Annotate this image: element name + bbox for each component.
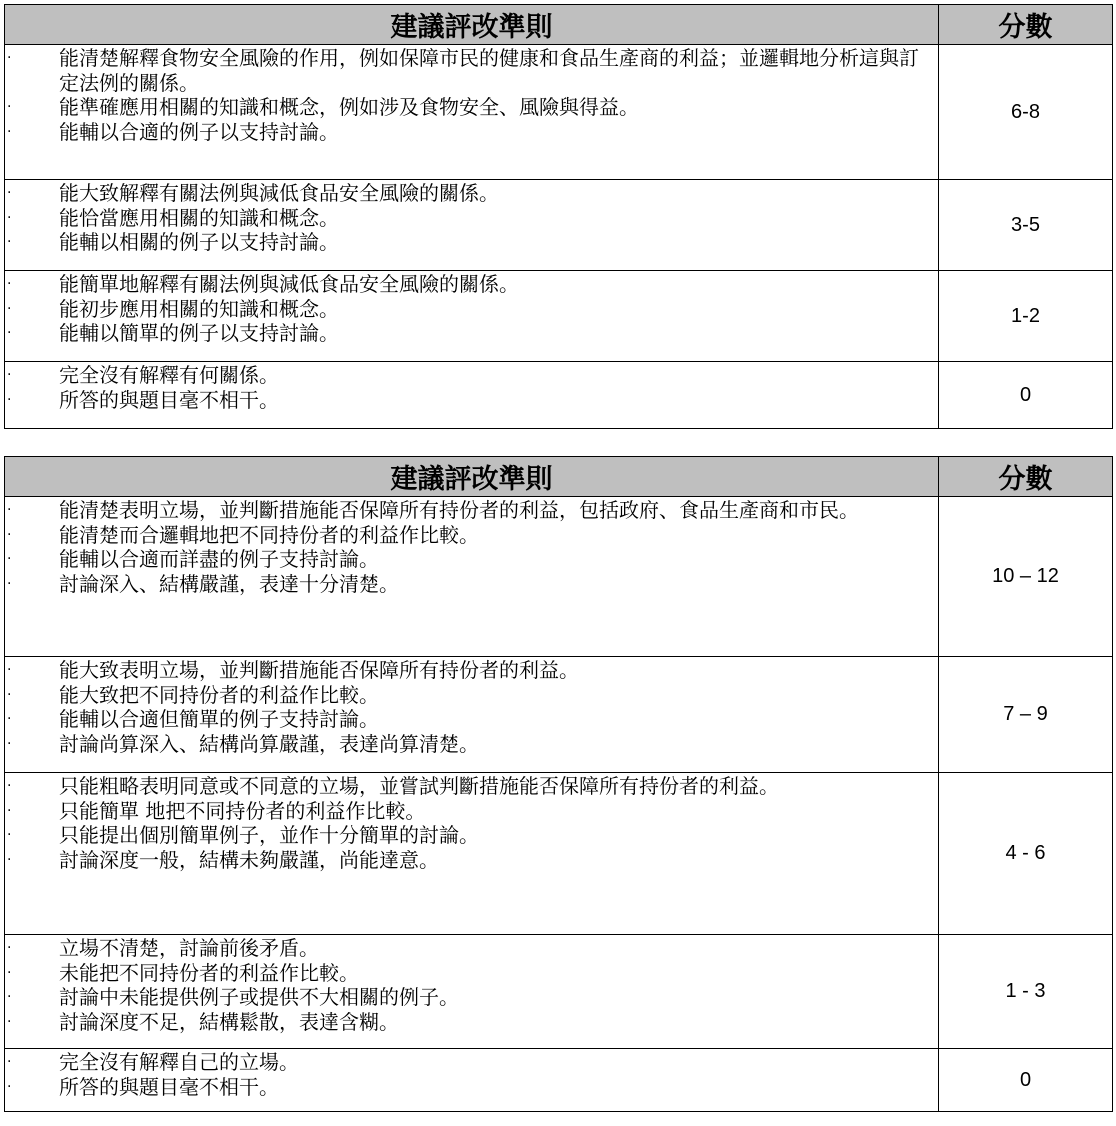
criteria-text: 能輔以相關的例子以支持討論。	[59, 230, 339, 255]
criteria-cell	[5, 180, 939, 271]
bullet-icon: ·	[7, 778, 12, 794]
criteria-text: 能恰當應用相關的知識和概念。	[59, 205, 339, 230]
bullet-icon: ·	[7, 300, 12, 317]
criteria-item	[5, 961, 938, 986]
table-row	[5, 45, 1113, 180]
table-header-row	[5, 457, 1113, 497]
criteria-item	[5, 658, 938, 683]
criteria-text: 討論中未能提供例子或提供不大相關的例子。	[59, 985, 459, 1010]
criteria-text: 完全沒有解釋有何關係。	[59, 363, 279, 387]
bullet-icon: ·	[7, 50, 12, 66]
criteria-item	[5, 272, 938, 297]
criteria-item	[5, 1010, 938, 1035]
bullet-icon: ·	[7, 367, 12, 383]
criteria-cell	[5, 1049, 939, 1112]
criteria-item	[5, 707, 938, 732]
table-row	[5, 935, 1113, 1049]
criteria-cell	[5, 497, 939, 657]
criteria-item	[5, 799, 938, 824]
bullet-icon: ·	[7, 575, 12, 592]
criteria-text: 討論尚算深入、結構尚算嚴謹，表達尚算清楚。	[59, 731, 479, 756]
criteria-item	[5, 206, 938, 231]
criteria-text: 能輔以簡單的例子以支持討論。	[59, 321, 339, 346]
criteria-cell	[5, 657, 939, 773]
bullet-icon: ·	[7, 1078, 12, 1095]
criteria-cell	[5, 45, 939, 180]
criteria-text: 能大致解釋有關法例與減低食品安全風險的關係。	[59, 181, 499, 205]
score-cell: 0	[939, 362, 1113, 429]
bullet-icon: ·	[7, 735, 12, 752]
score-header: 分數	[939, 457, 1113, 497]
score-cell: 1-2	[939, 271, 1113, 362]
criteria-item	[5, 498, 938, 523]
criteria-text: 能輔以合適而詳盡的例子支持討論。	[59, 547, 379, 572]
criteria-text: 能清楚而合邏輯地把不同持份者的利益作比較。	[59, 522, 479, 547]
criteria-item	[5, 936, 938, 961]
score-cell: 7 – 9	[939, 657, 1113, 773]
criteria-item	[5, 46, 938, 95]
criteria-item	[5, 321, 938, 346]
criteria-item	[5, 823, 938, 848]
criteria-text: 只能提出個別簡單例子，並作十分簡單的討論。	[59, 823, 479, 848]
criteria-item	[5, 774, 938, 799]
table-row	[5, 180, 1113, 271]
bullet-icon: ·	[7, 940, 12, 956]
criteria-text: 立場不清楚，討論前後矛盾。	[59, 936, 319, 960]
bullet-icon: ·	[7, 185, 12, 201]
criteria-item	[5, 230, 938, 255]
score-cell: 3-5	[939, 180, 1113, 271]
bullet-icon: ·	[7, 802, 12, 819]
criteria-item	[5, 523, 938, 548]
score-cell: 4 - 6	[939, 773, 1113, 935]
criteria-item	[5, 732, 938, 757]
criteria-item	[5, 1075, 938, 1100]
criteria-item	[5, 985, 938, 1010]
criteria-cell	[5, 935, 939, 1049]
table-header-row	[5, 5, 1113, 45]
table-row	[5, 362, 1113, 429]
score-header: 分數	[939, 5, 1113, 45]
criteria-item	[5, 388, 938, 413]
bullet-icon: ·	[7, 662, 12, 678]
criteria-item	[5, 572, 938, 597]
score-cell: 0	[939, 1049, 1113, 1112]
bullet-icon: ·	[7, 391, 12, 408]
criteria-cell	[5, 271, 939, 362]
table-row	[5, 1049, 1113, 1112]
bullet-icon: ·	[7, 551, 12, 568]
bullet-icon: ·	[7, 964, 12, 981]
rubric-table-1	[4, 4, 1113, 429]
bullet-icon: ·	[7, 827, 12, 844]
bullet-icon: ·	[7, 234, 12, 251]
criteria-text: 只能簡單 地把不同持份者的利益作比較。	[59, 798, 426, 823]
bullet-icon: ·	[7, 711, 12, 728]
table-row	[5, 657, 1113, 773]
bullet-icon: ·	[7, 1013, 12, 1030]
criteria-text: 能簡單地解釋有關法例與減低食品安全風險的關係。	[59, 272, 519, 296]
table-row	[5, 773, 1113, 935]
criteria-text: 能清楚解釋食物安全風險的作用，例如保障市民的健康和食品生產商的利益；並邏輯地分析這與訂定法例的關係。	[59, 46, 919, 95]
rubric-table-2	[4, 456, 1113, 1112]
criteria-text: 所答的與題目毫不相干。	[59, 387, 279, 412]
criteria-item	[5, 547, 938, 572]
table-row	[5, 271, 1113, 362]
criteria-item	[5, 848, 938, 873]
criteria-text: 能清楚表明立場，並判斷措施能否保障所有持份者的利益，包括政府、食品生產商和市民。	[59, 498, 859, 522]
criteria-item	[5, 683, 938, 708]
criteria-text: 能輔以合適但簡單的例子支持討論。	[59, 707, 379, 732]
criteria-text: 討論深度一般，結構未夠嚴謹，尚能達意。	[59, 847, 439, 872]
bullet-icon: ·	[7, 502, 12, 518]
criteria-item	[5, 95, 938, 120]
criteria-text: 能初步應用相關的知識和概念。	[59, 296, 339, 321]
criteria-cell	[5, 773, 939, 935]
criteria-header: 建議評改準則	[5, 457, 939, 497]
bullet-icon: ·	[7, 209, 12, 226]
criteria-text: 所答的與題目毫不相干。	[59, 1074, 279, 1099]
criteria-text: 能輔以合適的例子以支持討論。	[59, 119, 339, 144]
bullet-icon: ·	[7, 686, 12, 703]
criteria-text: 討論深度不足，結構鬆散，表達含糊。	[59, 1009, 399, 1034]
criteria-item	[5, 363, 938, 388]
bullet-icon: ·	[7, 989, 12, 1006]
criteria-text: 能大致表明立場，並判斷措施能否保障所有持份者的利益。	[59, 658, 579, 682]
bullet-icon: ·	[7, 99, 12, 116]
criteria-text: 未能把不同持份者的利益作比較。	[59, 960, 359, 985]
score-cell: 10 – 12	[939, 497, 1113, 657]
criteria-item	[5, 297, 938, 322]
bullet-icon: ·	[7, 851, 12, 868]
bullet-icon: ·	[7, 1054, 12, 1070]
bullet-icon: ·	[7, 276, 12, 292]
criteria-item	[5, 120, 938, 145]
criteria-header: 建議評改準則	[5, 5, 939, 45]
criteria-text: 討論深入、結構嚴謹，表達十分清楚。	[59, 571, 399, 596]
criteria-item	[5, 1050, 938, 1075]
criteria-text: 完全沒有解釋自己的立場。	[59, 1050, 299, 1074]
criteria-text: 能準確應用相關的知識和概念，例如涉及食物安全、風險與得益。	[59, 95, 639, 120]
bullet-icon: ·	[7, 526, 12, 543]
score-cell: 1 - 3	[939, 935, 1113, 1049]
criteria-item	[5, 181, 938, 206]
bullet-icon: ·	[7, 123, 12, 140]
criteria-text: 只能粗略表明同意或不同意的立場，並嘗試判斷措施能否保障所有持份者的利益。	[59, 774, 779, 798]
criteria-cell	[5, 362, 939, 429]
bullet-icon: ·	[7, 325, 12, 342]
score-cell: 6-8	[939, 45, 1113, 180]
table-row	[5, 497, 1113, 657]
criteria-text: 能大致把不同持份者的利益作比較。	[59, 682, 379, 707]
